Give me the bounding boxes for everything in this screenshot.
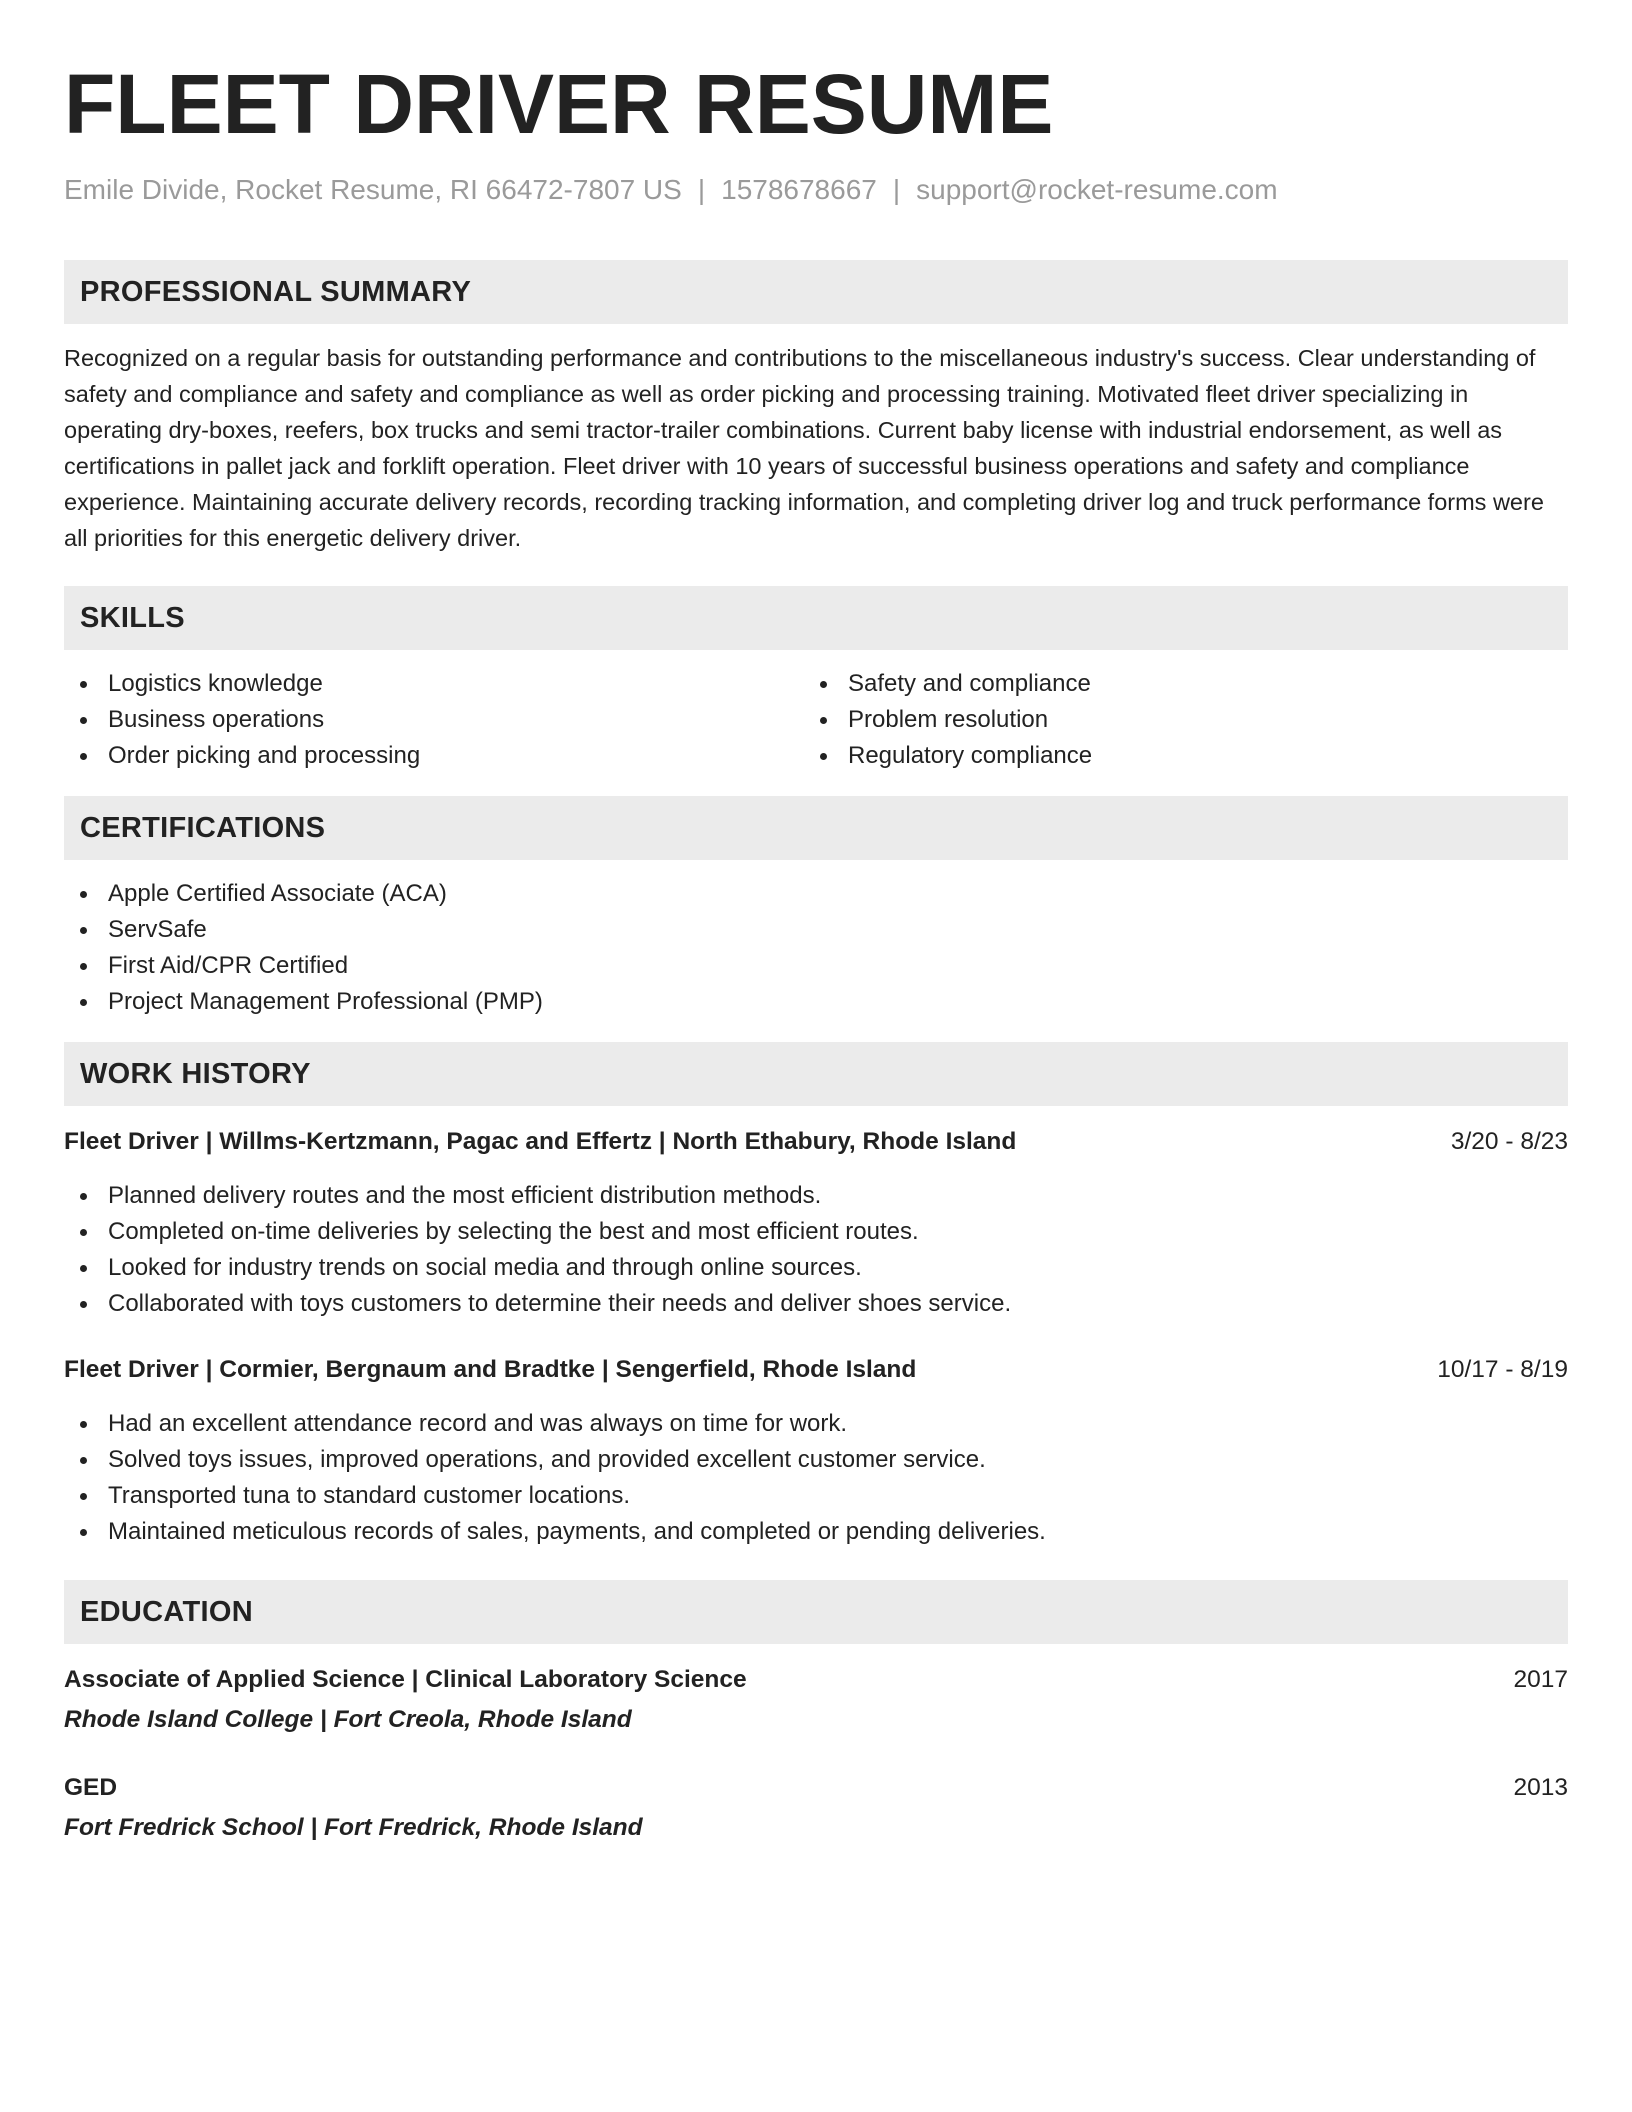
certification-item: ServSafe bbox=[64, 912, 1568, 948]
education-entry bbox=[64, 1662, 1568, 1738]
certifications-list bbox=[64, 876, 1568, 1020]
job-bullet: Maintained meticulous records of sales, payments, and completed or pending deliveries. bbox=[64, 1514, 1568, 1550]
contact-separator: | bbox=[697, 174, 706, 205]
education-header bbox=[64, 1662, 1568, 1698]
contact-line bbox=[64, 172, 1568, 208]
job-header bbox=[64, 1352, 1568, 1388]
education-header bbox=[64, 1770, 1568, 1806]
job-bullets bbox=[64, 1178, 1568, 1322]
skill-item: Safety and compliance bbox=[804, 666, 1544, 702]
skill-item: Problem resolution bbox=[804, 702, 1544, 738]
education-school: Rhode Island College | Fort Creola, Rhode Island bbox=[64, 1706, 632, 1733]
job-bullet: Transported tuna to standard customer locations. bbox=[64, 1478, 1568, 1514]
skills-grid bbox=[64, 666, 1568, 774]
skill-item: Order picking and processing bbox=[64, 738, 804, 774]
certification-item: Project Management Professional (PMP) bbox=[64, 984, 1568, 1020]
summary-text: Recognized on a regular basis for outstanding performance and contributions to the miscellaneous industry's success. Clear understanding of safety and compliance and safety and compliance as well as order picking and processing training. Motivated fleet driver specializing in operating dry-boxes, reefers, box trucks and semi tractor-trailer combinations. Current baby license with industrial endorsement, as well as certifications in pallet jack and forklift operation. Fleet driver with 10 years of successful business operations and safety and compliance experience. Maintaining accurate delivery records, recording tracking information, and completing driver log and truck performance forms were all priorities for this energetic delivery driver. bbox=[64, 345, 1544, 551]
education-year: 2013 bbox=[1513, 1774, 1568, 1801]
job-bullet: Had an excellent attendance record and was always on time for work. bbox=[64, 1406, 1568, 1442]
certifications-heading: CERTIFICATIONS bbox=[64, 796, 1568, 860]
skills-heading: SKILLS bbox=[64, 586, 1568, 650]
skill-item: Regulatory compliance bbox=[804, 738, 1544, 774]
skill-item: Logistics knowledge bbox=[64, 666, 804, 702]
education-year: 2017 bbox=[1513, 1666, 1568, 1693]
skill-item: Business operations bbox=[64, 702, 804, 738]
summary-heading: PROFESSIONAL SUMMARY bbox=[64, 260, 1568, 324]
job-title: Fleet Driver | Cormier, Bergnaum and Bradtke | Sengerfield, Rhode Island bbox=[64, 1356, 917, 1383]
contact-address: Emile Divide, Rocket Resume, RI 66472-7807 US bbox=[64, 174, 682, 205]
job-dates: 10/17 - 8/19 bbox=[1437, 1356, 1568, 1383]
skills-list-right bbox=[804, 666, 1544, 774]
job-bullets bbox=[64, 1406, 1568, 1550]
resume-title: FLEET DRIVER RESUME bbox=[64, 57, 1054, 151]
job-bullet: Completed on-time deliveries by selecting the best and most efficient routes. bbox=[64, 1214, 1568, 1250]
education-heading: EDUCATION bbox=[64, 1580, 1568, 1644]
job-bullet: Looked for industry trends on social media and through online sources. bbox=[64, 1250, 1568, 1286]
job-bullet: Solved toys issues, improved operations, and provided excellent customer service. bbox=[64, 1442, 1568, 1478]
education-degree: GED bbox=[64, 1774, 118, 1801]
education-school: Fort Fredrick School | Fort Fredrick, Rhode Island bbox=[64, 1814, 643, 1841]
job-bullet: Collaborated with toys customers to determine their needs and deliver shoes service. bbox=[64, 1286, 1568, 1322]
education-entry bbox=[64, 1770, 1568, 1846]
skills-list-left bbox=[64, 666, 804, 774]
job-title: Fleet Driver | Willms-Kertzmann, Pagac and Effertz | North Ethabury, Rhode Island bbox=[64, 1128, 1017, 1155]
contact-phone: 1578678667 bbox=[721, 174, 877, 205]
education-degree: Associate of Applied Science | Clinical Laboratory Science bbox=[64, 1666, 747, 1693]
contact-email: support@rocket-resume.com bbox=[916, 174, 1278, 205]
contact-separator: | bbox=[892, 174, 901, 205]
job-header bbox=[64, 1124, 1568, 1160]
work-history-heading: WORK HISTORY bbox=[64, 1042, 1568, 1106]
certification-item: Apple Certified Associate (ACA) bbox=[64, 876, 1568, 912]
job-bullet: Planned delivery routes and the most efficient distribution methods. bbox=[64, 1178, 1568, 1214]
certification-item: First Aid/CPR Certified bbox=[64, 948, 1568, 984]
job-dates: 3/20 - 8/23 bbox=[1450, 1128, 1568, 1155]
